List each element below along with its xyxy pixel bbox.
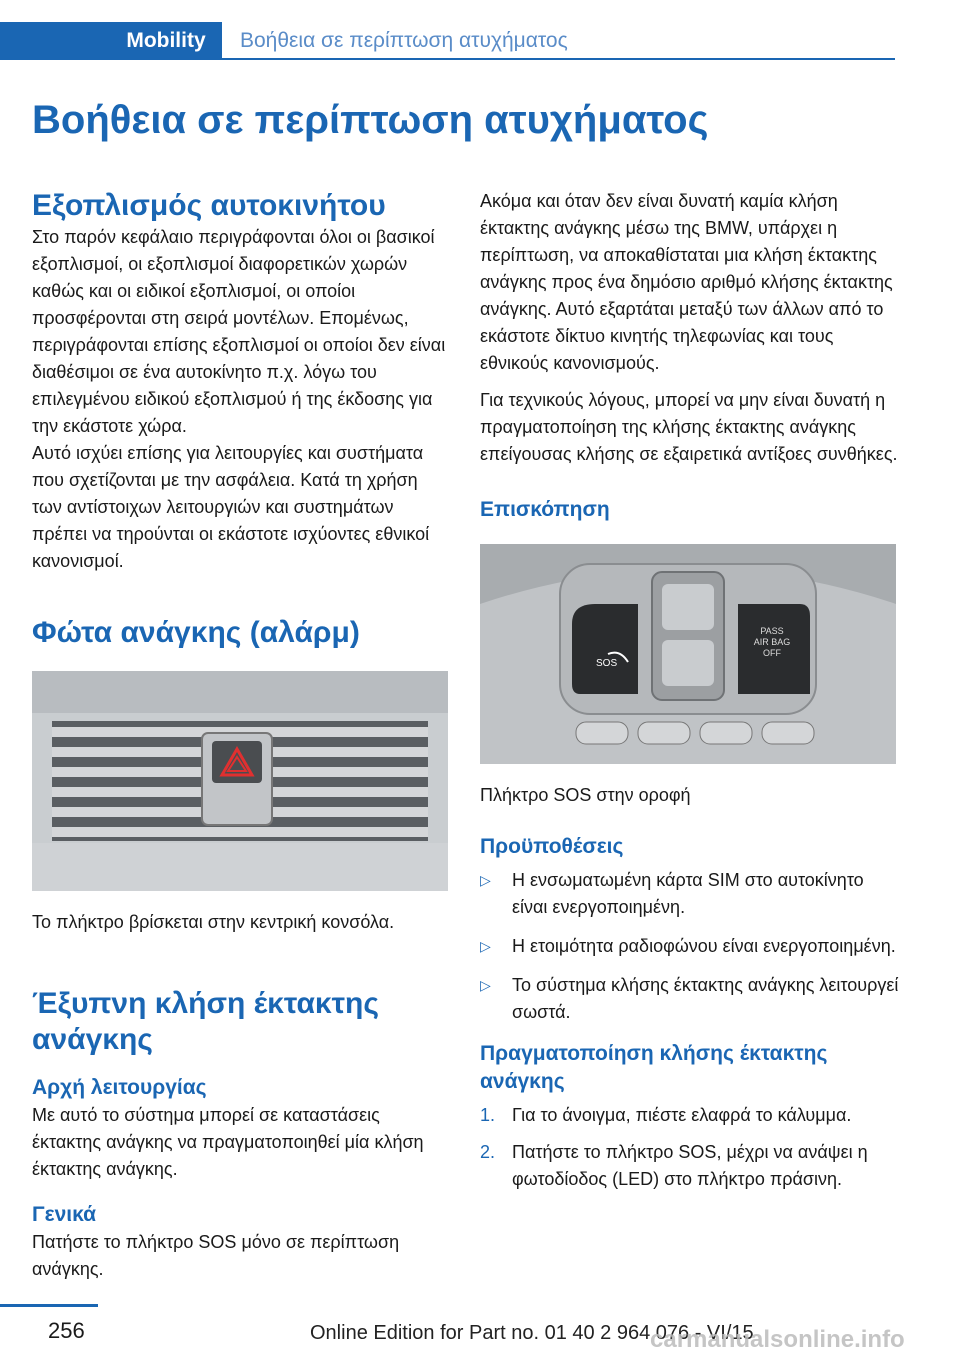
bullet-icon: ▷ <box>480 872 491 888</box>
overview-heading: Επισκόπηση <box>480 498 610 521</box>
ecall-heading: Έξυπνη κλήση έκτακτης ανάγκης <box>32 987 379 1056</box>
airbag-indicator <box>738 604 810 694</box>
list-item: 1. Για το άνοιγμα, πιέστε ελαφρά το κάλυμμα. <box>480 1105 852 1125</box>
ecall-paragraph-1: Ακόμα και όταν δεν είναι δυνατή καμία κλήση έκτακτης ανάγκης μέσω της BMW, υπάρχει η περίπτωση, να αποκαθίσταται μια κλήση έκτακτης ανάγκης προς ένα δημόσιο αριθμό κλήσης έκτακτης ανάγκης. Αυτό εξαρτάται μεταξύ των άλλων από το εκάστοτε δίκτυο κινητής τηλεφωνίας και τους εθνικούς κανονισμούς. <box>480 191 893 373</box>
hazard-heading: Φώτα ανάγκης (αλάρμ) <box>32 616 360 649</box>
bullet-icon: ▷ <box>480 938 491 954</box>
equipment-paragraph-1: Στο παρόν κεφάλαιο περιγράφονται όλοι οι βασικοί εξοπλισμοί, οι εξοπλισμοί διαφορετικών χωρών καθώς και οι ειδικοί εξοπλισμοί, οι οποίοι προσφέρονται στη σειρά μοντέλων. Επομένως, περιγράφονται επίσης εξοπλισμοί οι οποίοι δεν είναι διαθέσιμοι σε ένα αυτοκίνητο π.χ. λόγω του επιλεγμένου ειδικού εξοπλισμού ή της έκδοσης για την εκάστοτε χώρα. <box>32 227 446 436</box>
airbag-label: AIR BAG <box>753 637 791 647</box>
edition-text: Online Edition for Part no. 01 40 2 964 076 - VI/15 <box>310 1322 754 1344</box>
ecall-paragraph-2: Για τεχνικούς λόγους, μπορεί να μην είναι δυνατή η πραγματοποίηση της κλήσης έκτακτης ανάγκης επείγουσας κλήσης σε εξαιρετικά αντίξοες συνθήκες. <box>480 390 898 464</box>
prereq-heading: Προϋποθέσεις <box>480 835 624 858</box>
hazard-button-image <box>32 671 448 891</box>
principle-text: Με αυτό το σύστημα μπορεί σε καταστάσεις έκτακτης ανάγκης να πραγματοποιηθεί μία κλήση έκτακτης ανάγκης. <box>32 1105 424 1179</box>
general-heading: Γενικά <box>32 1203 97 1226</box>
right-column <box>480 188 900 1203</box>
sos-caption: Πλήκτρο SOS στην οροφή <box>480 785 691 805</box>
page-title: Βοήθεια σε περίπτωση ατυχήματος <box>32 98 709 142</box>
header-rule <box>222 58 895 60</box>
pass-label: PASS <box>760 626 784 636</box>
sos-button[interactable] <box>572 604 638 694</box>
breadcrumb: Βοήθεια σε περίπτωση ατυχήματος <box>240 29 568 52</box>
list-item: 2. Πατήστε το πλήκτρο SOS, μέχρι να ανάψει η φωτοδίοδος (LED) στο πλήκτρο πράσινη. <box>480 1142 868 1189</box>
page-number: 256 <box>48 1318 85 1343</box>
left-column <box>32 188 452 1283</box>
bullet-icon: ▷ <box>480 977 491 993</box>
equipment-paragraph-2: Αυτό ισχύει επίσης για λειτουργίες και συστήματα που σχετίζονται με την ασφάλεια. Κατά τη χρήση των αντίστοιχων λειτουργιών και συστημάτων πρέπει να τηρούνται οι εκάστοτε ισχύοντες εθνικοί κανονισμοί. <box>32 443 430 571</box>
make-call-heading: Πραγματοποίηση κλήσης έκτακτης ανάγκης <box>480 1042 828 1093</box>
principle-heading: Αρχή λειτουργίας <box>32 1076 207 1099</box>
equipment-heading: Εξοπλισμός αυτοκινήτου <box>32 189 386 222</box>
general-text: Πατήστε το πλήκτρο SOS μόνο σε περίπτωση ανάγκης. <box>32 1232 400 1279</box>
watermark: carmanualsonline.info <box>650 1326 905 1353</box>
footer-rule <box>0 1304 98 1307</box>
header-color-block <box>0 22 110 60</box>
steps-list <box>480 1102 900 1193</box>
sos-label: SOS <box>596 658 618 669</box>
prereq-list <box>480 867 900 1026</box>
sos-button-image <box>480 544 896 764</box>
section-tab[interactable]: Mobility <box>110 22 222 60</box>
list-item: ▷ Το σύστημα κλήσης έκτακτης ανάγκης λειτουργεί σωστά. <box>480 972 900 1026</box>
hazard-caption: Το πλήκτρο βρίσκεται στην κεντρική κονσόλα. <box>32 912 395 932</box>
off-label: OFF <box>763 648 781 658</box>
list-item: ▷ Η ενσωματωμένη κάρτα SIM στο αυτοκίνητο είναι ενεργοποιημένη. <box>480 867 900 921</box>
hazard-button[interactable] <box>202 733 272 825</box>
list-item: ▷ Η ετοιμότητα ραδιοφώνου είναι ενεργοποιημένη. <box>480 933 900 960</box>
